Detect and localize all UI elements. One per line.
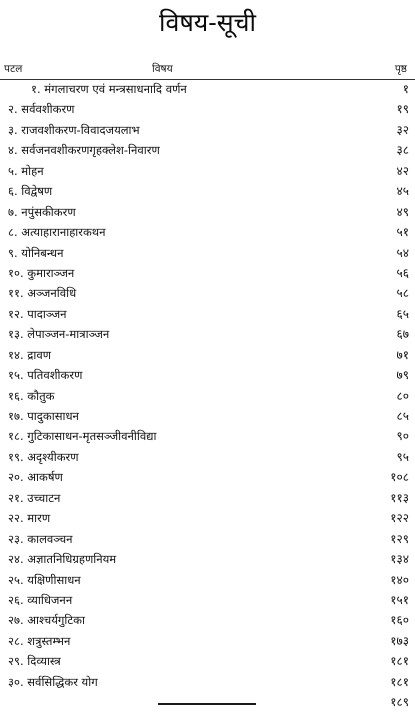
toc-row (0, 243, 415, 263)
toc-entry-label: ९. योनिबन्धन (8, 245, 64, 260)
toc-entry-label: १४. द्रावण (8, 347, 52, 362)
end-divider (158, 703, 256, 705)
toc-row (0, 202, 415, 222)
toc-entry-page: ९५ (396, 449, 409, 464)
toc-entry-label: १५. पतिवशीकरण (8, 368, 83, 383)
toc-entry-label: ७. नपुंसकीकरण (8, 204, 76, 219)
toc-row (0, 590, 415, 610)
toc-row (0, 181, 415, 201)
toc-row (0, 467, 415, 487)
toc-entry-page: ५६ (396, 265, 409, 280)
toc-row (0, 324, 415, 344)
toc-row (0, 570, 415, 590)
toc-row (0, 549, 415, 569)
toc-row (0, 447, 415, 467)
toc-row (0, 99, 415, 119)
toc-row (0, 304, 415, 324)
toc-row (0, 283, 415, 303)
toc-entry-page: १२२ (390, 511, 409, 526)
toc-entry-page: १६० (390, 613, 409, 628)
toc-entry-label: ८. अत्याहारानाहारकथन (8, 225, 106, 240)
toc-row (0, 120, 415, 140)
toc-entry-page: १०८ (390, 470, 409, 485)
toc-entry-page: ६५ (396, 306, 409, 321)
toc-row (0, 631, 415, 651)
header-page-label: पृष्ठ (394, 63, 407, 75)
toc-entry-label: २. सर्ववशीकरण (8, 102, 75, 117)
toc-entry-label: २८. शत्रुस्तम्भन (8, 633, 71, 648)
toc-entry-label: २४. अज्ञातनिधिग्रहणनियम (8, 552, 117, 567)
toc-entry-page: १३४ (390, 552, 409, 567)
toc-entry-label: २६. व्याधिजनन (8, 592, 73, 607)
toc-entry-label: २०. आकर्षण (8, 470, 63, 485)
toc-entry-label: ११. अञ्जनविधि (8, 286, 77, 301)
toc-entry-page: ४९ (396, 204, 409, 219)
toc-entry-page: १२९ (390, 531, 409, 546)
toc-row (0, 610, 415, 630)
toc-entry-label: १०. कुमाराञ्जन (8, 265, 75, 280)
toc-row (0, 140, 415, 160)
toc-entry-page: ७९ (396, 368, 409, 383)
toc-entry-page: ४२ (396, 163, 409, 178)
toc-row (0, 488, 415, 508)
toc-entry-page: १८९ (390, 695, 409, 710)
toc-list (0, 79, 415, 713)
toc-entry-label: २७. आश्चर्यगुटिका (8, 613, 85, 628)
toc-entry-page: १७३ (390, 633, 409, 648)
toc-entry-label: १२. पादाञ्जन (8, 306, 67, 321)
toc-row (0, 161, 415, 181)
toc-row (0, 426, 415, 446)
toc-row (0, 651, 415, 671)
toc-row (0, 508, 415, 528)
toc-entry-page: ८० (396, 388, 409, 403)
toc-entry-label: १९. अदृश्यीकरण (8, 449, 79, 464)
toc-row (0, 222, 415, 242)
toc-row (0, 263, 415, 283)
toc-row (0, 79, 415, 99)
toc-row (0, 365, 415, 385)
toc-entry-label: २३. कालवञ्चन (8, 531, 73, 546)
toc-entry-page: १९ (396, 102, 409, 117)
toc-entry-label: १६. कौतुक (8, 388, 55, 403)
page-title: विषय-सूची (158, 8, 257, 37)
toc-entry-label: २२. मारण (8, 511, 51, 526)
toc-entry-label: ३०. सर्वसिद्धिकर योग (8, 674, 98, 689)
toc-row (0, 345, 415, 365)
toc-entry-page: ८५ (396, 409, 409, 423)
toc-entry-label: ६. विद्वेषण (8, 184, 53, 199)
toc-entry-label: १८. गुटिकासाधन-मृतसञ्जीवनीविद्या (8, 429, 157, 444)
toc-entry-label: १. मंगलाचरण एवं मन्त्रसाधनादि वर्णन (31, 82, 187, 96)
toc-row (0, 529, 415, 549)
toc-entry-page: ११३ (390, 490, 409, 505)
header-chapter-label: पटल (4, 63, 23, 75)
toc-entry-label: १७. पादुकासाधन (8, 409, 79, 423)
toc-entry-label: १३. लेपाञ्जन-मात्राञ्जन (8, 327, 110, 342)
toc-header (0, 61, 415, 77)
toc-row (0, 386, 415, 406)
toc-entry-page: १८१ (390, 654, 409, 669)
header-subject-label: विषय (152, 63, 173, 75)
toc-entry-page: १ (402, 82, 409, 96)
toc-entry-page: १८१ (390, 674, 409, 689)
toc-entry-page: ४५ (396, 184, 409, 199)
toc-entry-page: ५८ (396, 286, 409, 301)
toc-entry-label: ३. राजवशीकरण-विवादजयलाभ (8, 122, 140, 137)
toc-row (0, 406, 415, 426)
toc-entry-page: ६७ (396, 327, 409, 342)
toc-row (0, 672, 415, 692)
toc-entry-label: २१. उच्चाटन (8, 490, 61, 505)
toc-entry-page: ९० (396, 429, 409, 444)
toc-entry-page: १४० (390, 572, 409, 587)
toc-entry-page: ७१ (396, 347, 409, 362)
toc-entry-page: ५१ (396, 225, 409, 240)
toc-entry-label: २५. यक्षिणीसाधन (8, 572, 81, 587)
toc-entry-page: १५१ (390, 592, 409, 607)
toc-entry-label: ४. सर्वजनवशीकरणगृहक्लेश-निवारण (8, 143, 160, 158)
toc-entry-page: ५४ (396, 245, 409, 260)
toc-entry-page: ३२ (396, 122, 409, 137)
toc-entry-page: ३८ (396, 143, 409, 158)
toc-entry-label: २९. दिव्यास्त्र (8, 654, 61, 669)
toc-entry-label: ५. मोहन (8, 163, 44, 178)
